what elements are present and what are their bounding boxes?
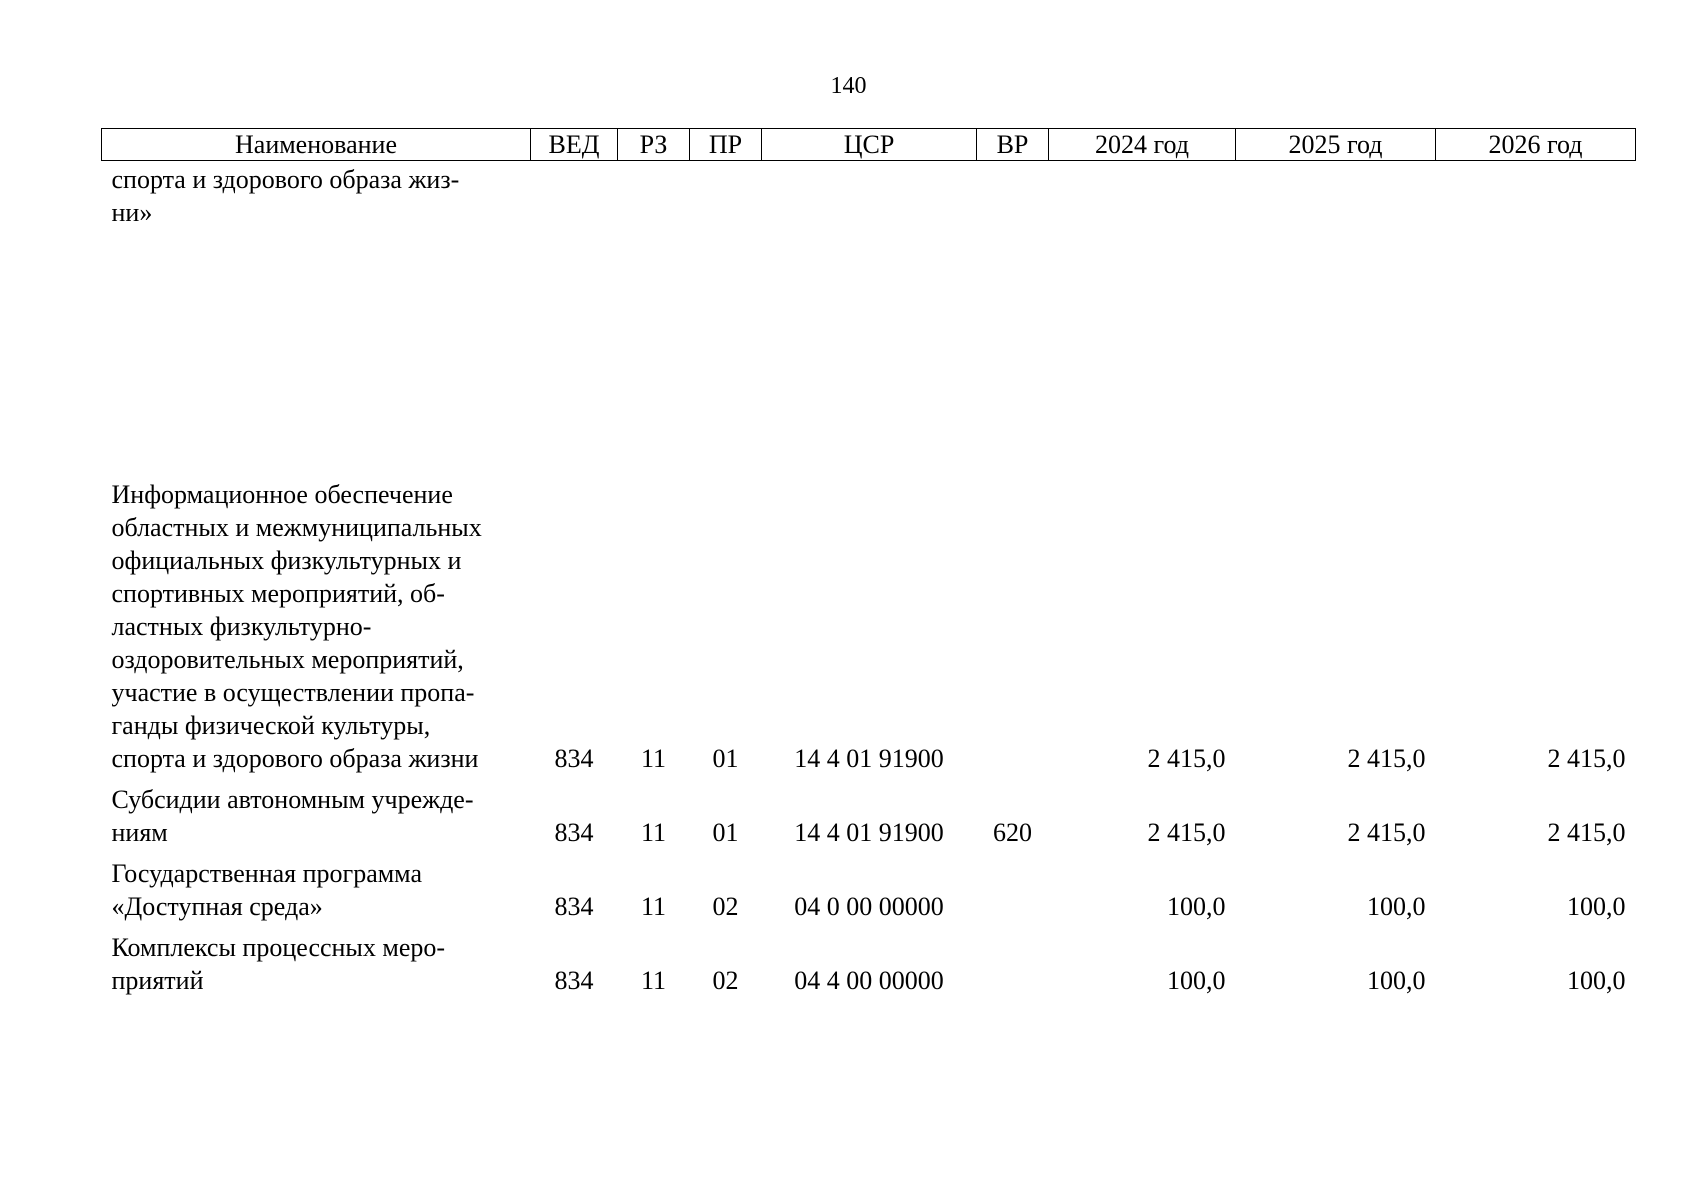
table-header-row [102, 129, 1636, 161]
row-pr: 02 [712, 966, 739, 995]
row-name: Информационное обеспечение областных и межмуниципальных официальных физкультурных и спортивных мероприятий, об- ластных физкультурно- оздоровительных мероприятий, участие в осуществлении пропа- ганды физической культуры, спорта и здорового образа жизни [111, 480, 482, 773]
header-2024: 2024 год [1049, 129, 1236, 161]
row-name: Субсидии автономным учрежде- ниям [111, 785, 474, 847]
table-row [102, 857, 1636, 931]
header-pr: ПР [690, 129, 762, 161]
header-csr: ЦСР [762, 129, 977, 161]
row-rz: 11 [640, 966, 667, 995]
table-row [102, 478, 1636, 783]
row-2026: 100,0 [1567, 966, 1626, 995]
row-rz: 11 [640, 744, 667, 773]
header-name: Наименование [102, 129, 531, 161]
row-csr: 14 4 01 91900 [794, 818, 944, 847]
row-vr [977, 857, 1049, 931]
row-ved: 834 [554, 744, 594, 773]
header-vr: ВР [977, 129, 1049, 161]
header-rz: РЗ [618, 129, 690, 161]
row-ved: 834 [554, 818, 594, 847]
row-csr: 04 4 00 00000 [794, 966, 944, 995]
row-pr: 01 [712, 818, 739, 847]
row-name: Государственная программа «Доступная среда» [111, 859, 423, 921]
row-pr: 02 [712, 892, 739, 921]
row-2026: 2 415,0 [1547, 744, 1626, 773]
row-2024: 100,0 [1167, 892, 1226, 921]
row-pr: 01 [712, 744, 739, 773]
row-2025: 2 415,0 [1347, 818, 1426, 847]
table-row-continuation [102, 161, 1636, 236]
row-2026: 2 415,0 [1547, 818, 1626, 847]
table-row [102, 783, 1636, 857]
row-ved: 834 [554, 892, 594, 921]
row-2024: 2 415,0 [1147, 744, 1226, 773]
table-spacer [102, 235, 1636, 478]
row-2025: 100,0 [1367, 966, 1426, 995]
row-csr: 04 0 00 00000 [794, 892, 944, 921]
header-2025: 2025 год [1236, 129, 1436, 161]
row-2026: 100,0 [1567, 892, 1626, 921]
row-csr: 14 4 01 91900 [794, 744, 944, 773]
row-rz: 11 [640, 818, 667, 847]
row-name: спорта и здорового образа жиз- ни» [111, 165, 460, 227]
table-row [102, 931, 1636, 1005]
row-vr [977, 478, 1049, 783]
row-2024: 100,0 [1167, 966, 1226, 995]
row-2024: 2 415,0 [1147, 818, 1226, 847]
row-ved: 834 [554, 966, 594, 995]
row-2025: 100,0 [1367, 892, 1426, 921]
header-2026: 2026 год [1436, 129, 1636, 161]
row-vr: 620 [993, 818, 1032, 847]
page-number: 140 [830, 73, 867, 99]
row-2025: 2 415,0 [1347, 744, 1426, 773]
budget-table [101, 128, 1636, 1005]
row-vr [977, 931, 1049, 1005]
header-ved: ВЕД [531, 129, 618, 161]
row-name: Комплексы процессных меро- приятий [111, 933, 446, 995]
row-rz: 11 [640, 892, 667, 921]
